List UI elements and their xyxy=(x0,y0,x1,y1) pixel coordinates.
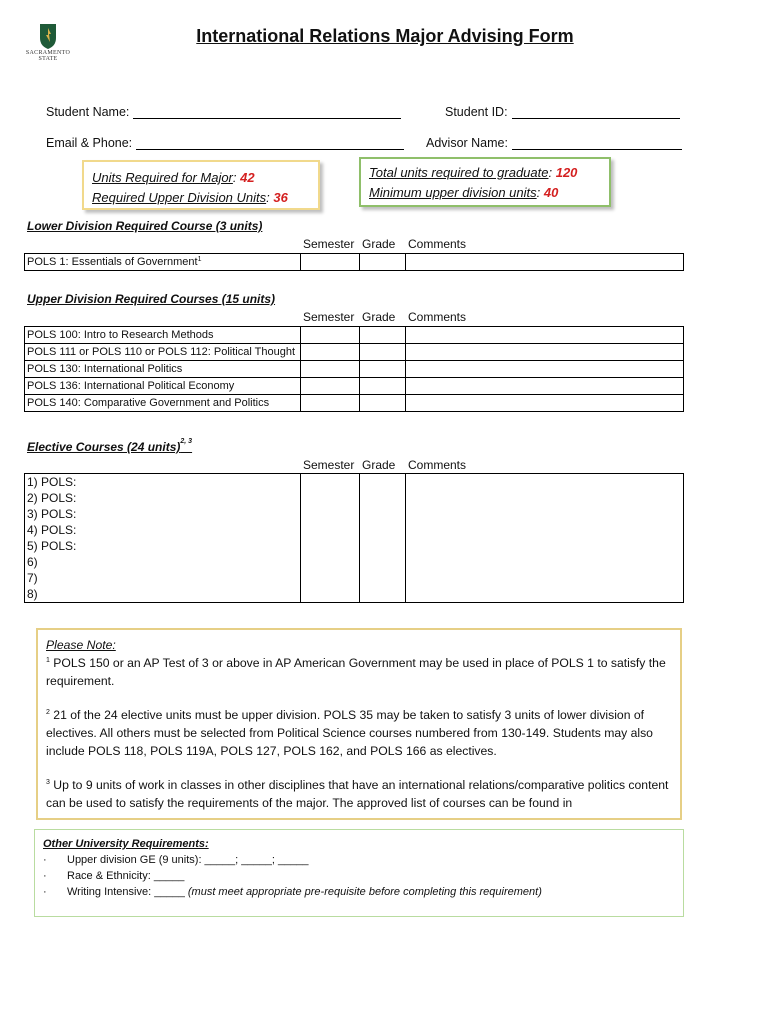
comments-cell[interactable] xyxy=(406,474,684,491)
grade-cell[interactable] xyxy=(360,474,406,491)
student-name-field[interactable] xyxy=(46,105,401,119)
graduation-units-box: Total units required to graduate: 120 Minimum upper division units: 40 xyxy=(359,157,611,207)
semester-cell[interactable] xyxy=(301,254,360,271)
col-comments-3: Comments xyxy=(408,458,467,472)
semester-cell[interactable] xyxy=(301,361,360,378)
course-cell: POLS 1: Essentials of Government$^1$ xyxy=(25,254,301,271)
comments-cell[interactable] xyxy=(406,361,684,378)
col-grade-3: Grade xyxy=(362,458,396,472)
semester-cell[interactable] xyxy=(301,327,360,344)
grade-cell[interactable] xyxy=(360,327,406,344)
table-row xyxy=(25,254,684,271)
grade-cell[interactable] xyxy=(360,395,406,412)
grade-cell[interactable] xyxy=(360,522,406,538)
table-row xyxy=(25,361,684,378)
grade-cell[interactable] xyxy=(360,570,406,586)
lower-division-table xyxy=(24,253,684,271)
upper-division-title: Upper Division Required Courses (15 units) xyxy=(27,292,276,306)
advisor-name-input-line[interactable] xyxy=(512,137,682,150)
advisor-name-label: Advisor Name: xyxy=(426,136,508,150)
semester-cell[interactable] xyxy=(301,538,360,554)
grade-cell[interactable] xyxy=(360,254,406,271)
grade-cell[interactable] xyxy=(360,490,406,506)
please-note-box xyxy=(36,628,682,820)
comments-cell[interactable] xyxy=(406,327,684,344)
semester-cell[interactable] xyxy=(301,378,360,395)
course-cell[interactable]: 4) POLS: xyxy=(25,522,301,538)
comments-cell[interactable] xyxy=(406,522,684,538)
student-id-field[interactable] xyxy=(445,105,680,119)
other-requirements-title: Other University Requirements: xyxy=(43,838,209,850)
other-requirements-box xyxy=(34,829,684,917)
major-units-value: 42 xyxy=(240,170,255,185)
course-cell: POLS 130: International Politics xyxy=(25,361,301,378)
col-semester-3: Semester xyxy=(303,458,355,472)
course-cell[interactable]: 6) xyxy=(25,554,301,570)
table-row xyxy=(25,554,684,570)
comments-cell[interactable] xyxy=(406,554,684,570)
note-3: $^3$ Up to 9 units of work in classes in other disciplines that have an international relations/comparative politics content can be used to satisfy the requirements of the major. The approved list of courses can be found in xyxy=(46,778,669,810)
upper-units-label: Required Upper Division Units xyxy=(92,190,267,205)
list-item: · Upper division GE (9 units): _____; _____; _____ xyxy=(43,854,309,866)
elective-title-sup: 2, 3 xyxy=(180,438,193,445)
note-2: $^2$ 21 of the 24 elective units must be upper division. POLS 35 may be taken to satisfy 3 units of lower division of electives. All others must be selected from Political Science courses numbered from 130-149. Students may also include POLS 118, POLS 119A, POLS 127, POLS 162, and POLS 166 as electives. xyxy=(46,708,653,758)
comments-cell[interactable] xyxy=(406,395,684,412)
table-row xyxy=(25,570,684,586)
comments-cell[interactable] xyxy=(406,586,684,603)
course-cell: POLS 111 or POLS 110 or POLS 112: Political Thought xyxy=(25,344,301,361)
semester-cell[interactable] xyxy=(301,506,360,522)
student-id-input-line[interactable] xyxy=(512,106,680,119)
email-phone-input-line[interactable] xyxy=(136,137,404,150)
upper-units-value: 36 xyxy=(273,190,288,205)
writing-intensive-note: (must meet appropriate pre-requisite before completing this requirement) xyxy=(187,886,542,898)
comments-cell[interactable] xyxy=(406,344,684,361)
course-cell[interactable]: 2) POLS: xyxy=(25,490,301,506)
comments-cell[interactable] xyxy=(406,570,684,586)
lower-division-title: Lower Division Required Course (3 units) xyxy=(27,219,263,233)
page-title: International Relations Major Advising Form xyxy=(196,26,574,46)
list-item: · Race & Ethnicity: _____ xyxy=(43,870,185,882)
grade-cell[interactable] xyxy=(360,344,406,361)
logo-text-line1: SACRAMENTO xyxy=(25,50,71,56)
col-grade-2: Grade xyxy=(362,310,396,324)
advisor-name-field[interactable] xyxy=(426,136,682,150)
course-cell[interactable]: 7) xyxy=(25,570,301,586)
table-row xyxy=(25,490,684,506)
student-name-label: Student Name: xyxy=(46,105,130,119)
upper-division-table xyxy=(24,326,684,412)
grade-cell[interactable] xyxy=(360,554,406,570)
col-semester-1: Semester xyxy=(303,237,355,251)
course-cell[interactable]: 8) xyxy=(25,586,301,603)
grade-cell[interactable] xyxy=(360,538,406,554)
comments-cell[interactable] xyxy=(406,538,684,554)
student-id-label: Student ID: xyxy=(445,105,508,119)
grade-cell[interactable] xyxy=(360,361,406,378)
semester-cell[interactable] xyxy=(301,522,360,538)
email-phone-field[interactable] xyxy=(46,136,404,150)
comments-cell[interactable] xyxy=(406,506,684,522)
semester-cell[interactable] xyxy=(301,474,360,491)
major-units-label: Units Required for Major xyxy=(92,170,233,185)
table-row xyxy=(25,474,684,491)
comments-cell[interactable] xyxy=(406,378,684,395)
list-item: · Writing Intensive: _____ (must meet appropriate pre-requisite before completing this requirement) xyxy=(43,886,542,898)
logo-text-line2: STATE xyxy=(38,56,58,62)
course-cell: POLS 136: International Political Economy xyxy=(25,378,301,395)
col-semester-2: Semester xyxy=(303,310,355,324)
semester-cell[interactable] xyxy=(301,490,360,506)
table-row xyxy=(25,506,684,522)
email-phone-label: Email & Phone: xyxy=(46,136,133,150)
min-upper-units-label: Minimum upper division units xyxy=(369,185,537,200)
col-comments-2: Comments xyxy=(408,310,467,324)
total-units-value: 120 xyxy=(555,165,578,180)
semester-cell[interactable] xyxy=(301,344,360,361)
table-row xyxy=(25,395,684,412)
student-name-input-line[interactable] xyxy=(133,106,401,119)
table-row xyxy=(25,538,684,554)
major-units-box: Units Required for Major: 42 Required Upper Division Units: 36 xyxy=(82,160,320,210)
comments-cell[interactable] xyxy=(406,254,684,271)
elective-table xyxy=(24,473,684,603)
table-row xyxy=(25,586,684,603)
semester-cell[interactable] xyxy=(301,570,360,586)
course-cell: POLS 140: Comparative Government and Politics xyxy=(25,395,301,412)
course-cell[interactable]: 1) POLS: xyxy=(25,474,301,491)
elective-title: Elective Courses (24 units)$^{2, 3}$ xyxy=(27,438,193,454)
semester-cell[interactable] xyxy=(301,395,360,412)
grade-cell[interactable] xyxy=(360,586,406,603)
course-cell: POLS 100: Intro to Research Methods xyxy=(25,327,301,344)
table-row xyxy=(25,327,684,344)
note-1: $^1$ POLS 150 or an AP Test of 3 or above in AP American Government may be used in place of POLS 1 to satisfy the requirement. xyxy=(46,656,666,688)
table-row xyxy=(25,378,684,395)
min-upper-units-value: 40 xyxy=(543,185,559,200)
note-title: Please Note: xyxy=(46,638,116,652)
table-row xyxy=(25,344,684,361)
total-units-label: Total units required to graduate xyxy=(369,165,549,180)
semester-cell[interactable] xyxy=(301,586,360,603)
course-cell[interactable]: 5) POLS: xyxy=(25,538,301,554)
col-comments-1: Comments xyxy=(408,237,467,251)
course-cell[interactable]: 3) POLS: xyxy=(25,506,301,522)
col-grade-1: Grade xyxy=(362,237,396,251)
table-row xyxy=(25,522,684,538)
grade-cell[interactable] xyxy=(360,378,406,395)
grade-cell[interactable] xyxy=(360,506,406,522)
semester-cell[interactable] xyxy=(301,554,360,570)
comments-cell[interactable] xyxy=(406,490,684,506)
